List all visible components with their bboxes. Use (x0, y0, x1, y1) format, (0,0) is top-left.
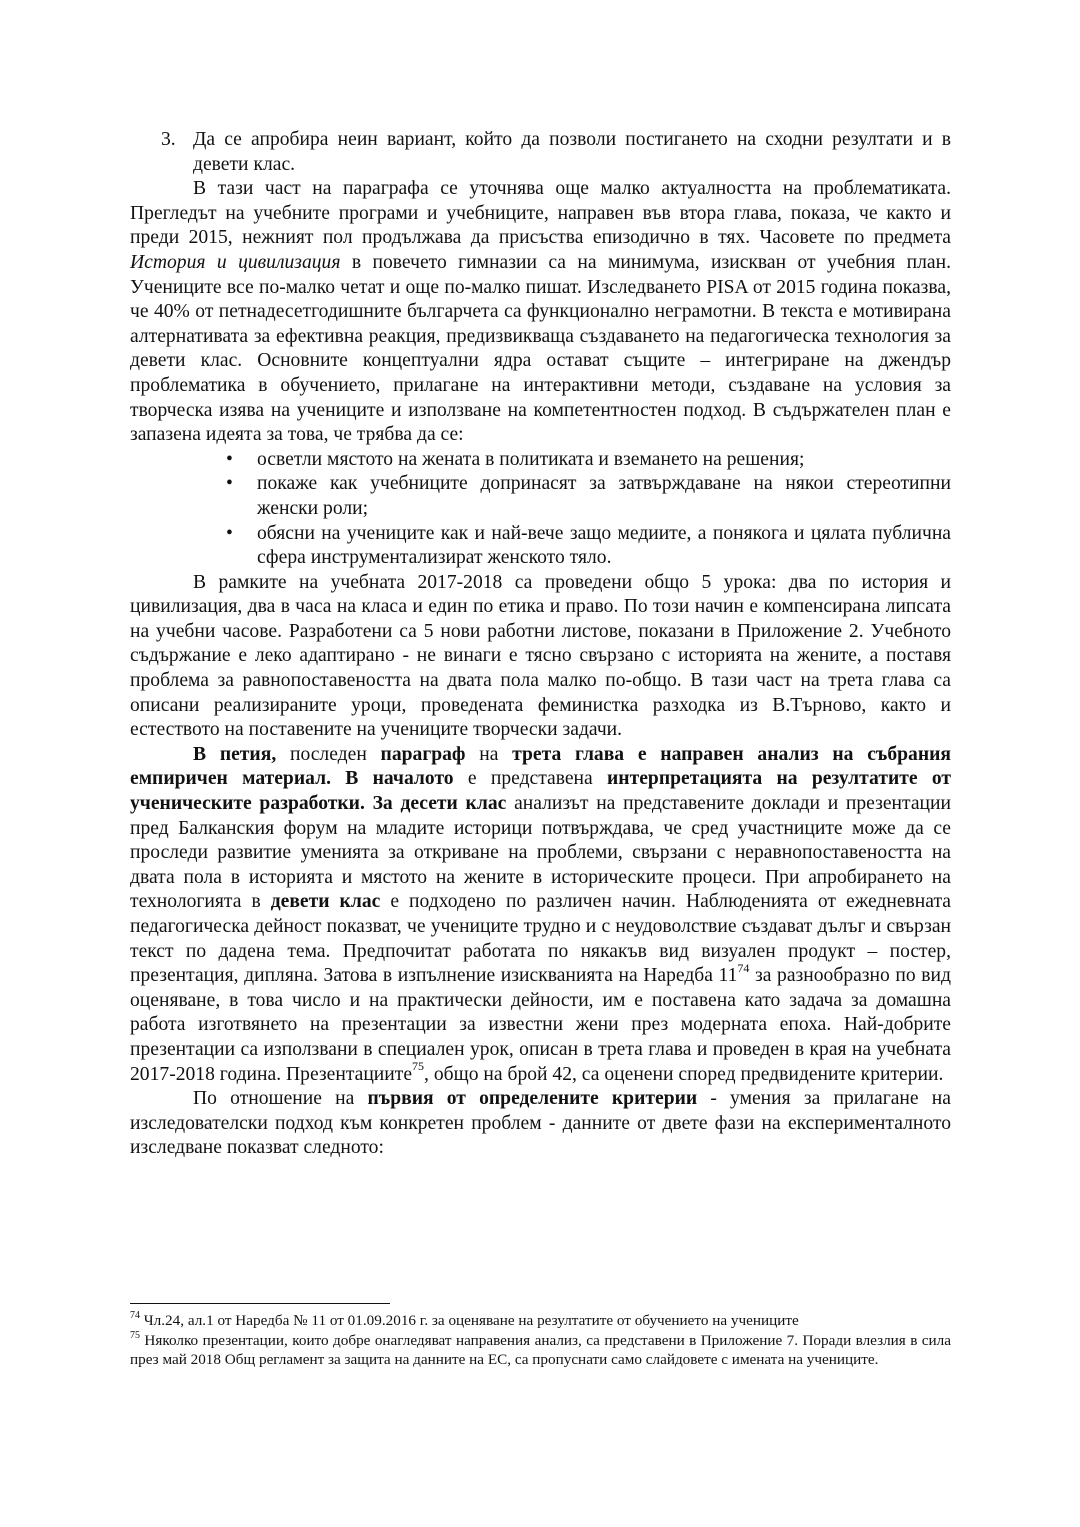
list-item-text: Да се апробира неин вариант, който да позволи постигането на сходни резултати и в девети клас. (193, 129, 951, 175)
text-run: на (465, 743, 513, 765)
text-run: е подходено по различен начин. Наблюденията от ежедневната педагогическа дейност показват, че учениците трудно и с неудоволствие създават дълъг и свързан текст по дадена тема. Предпочитат работата по някакъв вид визуален продукт – постер, презентация, дипляна. Затова в изпълнение изискванията на Наредба 11 (130, 891, 951, 987)
footnote-ref-74[interactable]: 74 (737, 960, 750, 975)
bullet-list (130, 448, 951, 571)
bullet-icon: • (226, 448, 233, 470)
footnote-74 (130, 1311, 951, 1331)
text-run: - умения за прилагане на изследователски подход към конкретен проблем - данните от двете фази на експерименталното изследване показват следното: (130, 1088, 951, 1159)
bullet-text: покаже как учебниците допринасят за затвърждаване на някои стереотипни женски роли; (257, 473, 951, 519)
bullet-item (130, 448, 951, 473)
bold-run: интерпретацията на резултатите от ученическите разработки. За десети клас (130, 768, 951, 815)
subject-title-italic: История и цивилизация (130, 251, 341, 273)
bullet-icon: • (226, 473, 233, 495)
text-run: за разнообразно по вид оценяване, в това число и на практически дейности, им е поставена като задача за домашна работа изготвянето на презентации за известни жени през модерната епоха. Най-добрите презентации са използвани в специален урок, описан в трета глава и проведен в края на учебната 2017-2018 година. Презентациите (130, 965, 951, 1085)
numbered-list-item (130, 128, 951, 177)
paragraph-text: В тази част на параграфа се уточнява още малко актуалността на проблематиката. Прегледът на учебните програми и учебниците, направен във втора глава, показа, че както и преди 2015, нежният пол продължава да присъства епизодично в тях. Часовете по предмета (130, 178, 951, 249)
bold-run: първия от определените критерии (367, 1088, 698, 1110)
body-text (130, 128, 951, 1161)
footnote-mark: 75 (130, 1329, 140, 1341)
bold-run: В петия, (193, 743, 277, 765)
paragraph-criteria (130, 1087, 951, 1161)
bullet-item (130, 472, 951, 521)
paragraph-text: в повечето гимназии са на минимума, изискван от учебния план. Учениците все по-малко четат и още по-малко пишат. Изследването PISA от 2015 година показва, че 40% от петнадесетгодишните българчета са функционално неграмотни. В текста е мотивирана алтернативата за ефективна реакция, предизвикваща създаването на педагогическа технология за девети клас. Основните концептуални ядра остават същите – интегриране на джендър проблематика в обучението, прилагане на интерактивни методи, създаване на условия за творческа изява на учениците и използване на компетентностен подход. В съдържателен план е запазена идеята за това, че трябва да се: (130, 251, 951, 446)
paragraph-relevance (130, 177, 951, 448)
paragraph-analysis (130, 743, 951, 1087)
bullet-icon: • (226, 522, 233, 544)
bullet-item (130, 522, 951, 571)
footnote-ref-75[interactable]: 75 (412, 1059, 425, 1074)
footnotes (130, 1311, 951, 1370)
list-number: 3. (161, 129, 176, 150)
bold-run: девети клас (270, 891, 381, 913)
footnote-text: Няколко презентации, които добре онагледяват направения анализ, са представени в Приложение 7. Поради влезлия в сила през май 2018 Общ регламент за защита на данните на ЕС, са пропуснати само слайдовете с имената на учениците. (130, 1331, 951, 1369)
footnote-text: Чл.24, ал.1 от Наредба № 11 от 01.09.2016 г. за оценяване на резултатите от обучението на учениците (140, 1312, 799, 1329)
paragraph-text: В рамките на учебната 2017-2018 са проведени общо 5 урока: два по история и цивилизация, два в часа на класа и един по етика и право. По този начин е компенсирана липсата на учебни часове. Разработени са 5 нови работни листове, показани в Приложение 2. Учебното съдържание е леко адаптирано - не винаги е тясно свързано с историята на жените, а поставя проблема за равнопоставеността на двата пола малко по-общо. В тази част на трета глава са описани реализираните уроци, проведената феминистка разходка из В.Търново, както и естеството на поставените на учениците творчески задачи. (130, 571, 951, 741)
paragraph-lessons (130, 571, 951, 743)
footnote-75 (130, 1331, 951, 1370)
footnote-separator (130, 1303, 390, 1304)
text-run: анализът на представените доклади и презентации пред Балканския форум на младите историци потвърждава, че сред участниците може да се проследи развитие уменията за откриване на проблеми, свързани с неравнопоставеността на двата пола в историята и мястото на жените в историческите процеси. При апробирането на технологията в (130, 793, 951, 913)
text-run: е представена (453, 768, 608, 790)
bullet-text: обясни на учениците как и най-вече защо медиите, а понякога и цялата публична сфера инструментализират женското тяло. (257, 522, 951, 569)
bold-run: параграф (380, 743, 466, 765)
text-run: последен (276, 743, 381, 765)
footnote-mark: 74 (130, 1309, 140, 1321)
text-run: , общо на брой 42, са оценени според предвидените критерии. (424, 1063, 944, 1085)
bullet-text: осветли мястото на жената в политиката и вземането на решения; (257, 448, 805, 470)
text-run: По отношение на (193, 1088, 368, 1110)
bold-run: трета глава е направен анализ на събрания емпиричен материал. В началото (130, 743, 951, 790)
